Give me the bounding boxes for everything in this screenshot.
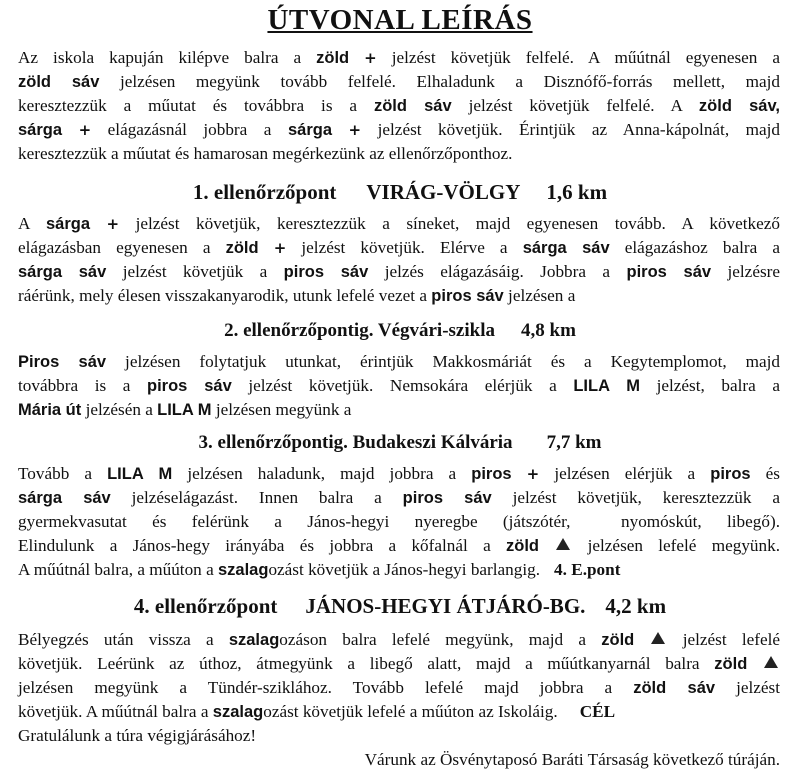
page-title: ÚTVONAL LEÍRÁS: [267, 4, 533, 36]
plus-sign-icon: +: [78, 121, 92, 139]
text-line: sárga sáv jelzéselágazást. Innen balra a piros sáv jelzést követjük, keresztezzük a: [18, 488, 780, 507]
text-line: követjük. A műútnál balra a szalagozást követjük lefelé a műúton az Iskoláig. CÉL: [18, 702, 616, 721]
plus-sign-icon: +: [273, 239, 287, 257]
text-line: keresztezzük a műutat és hamarosan megérkezünk az ellenőrzőponthoz.: [18, 144, 513, 163]
section-3-paragraph: [18, 462, 780, 582]
triangle-icon: [556, 538, 570, 550]
plus-sign-icon: +: [348, 121, 362, 139]
intro-paragraph: [18, 46, 780, 166]
section-1-paragraph: [18, 212, 780, 308]
text-line: sárga + elágazásnál jobbra a sárga + jelzést követjük. Érintjük az Anna-kápolnát, majd: [18, 120, 781, 139]
text-line: A sárga + jelzést követjük, keresztezzük a síneket, majd egyenesen tovább. A következő: [18, 214, 780, 233]
text-line: továbbra is a piros sáv jelzést követjük. Nemsokára elérjük a LILA M jelzést, balra a: [18, 376, 780, 395]
checkpoint-2-heading: 2. ellenőrzőpontig. Végvári-szikla 4,8 km: [224, 320, 576, 341]
checkpoint-4-heading: 4. ellenőrzőpont JÁNOS-HEGYI ÁTJÁRÓ-BG. 4,2 km: [133, 594, 667, 618]
text-line: Bélyegzés után vissza a szalagozáson balra lefelé megyünk, majd a zöld jelzést lefelé: [18, 630, 781, 649]
text-line: Az iskola kapuján kilépve balra a zöld + jelzést követjük felfelé. A műútnál egyenesen a: [18, 48, 781, 67]
text-line: elágazásban egyenesen a zöld + jelzést követjük. Elérve a sárga sáv elágazáshoz balra a: [18, 238, 780, 257]
text-line: Elindulunk a János-hegy irányába és jobbra a kőfalnál a zöld jelzésen lefelé megyünk.: [18, 536, 781, 555]
checkpoint-3-heading: 3. ellenőrzőpontig. Budakeszi Kálvária 7,7 km: [198, 432, 602, 453]
closing-section: [18, 724, 780, 772]
plus-sign-icon: +: [364, 49, 377, 67]
triangle-icon: [764, 656, 778, 668]
triangle-icon: [651, 632, 665, 644]
text-line: zöld sáv jelzésen megyünk tovább felfelé. Elhaladunk a Disznófő-forrás mellett, majd: [18, 72, 780, 91]
congratulations-text: Gratulálunk a túra végigjárásához!: [18, 726, 257, 745]
checkpoint-1-heading: 1. ellenőrzőpont VIRÁG-VÖLGY 1,6 km: [192, 180, 608, 204]
invitation-text: Várunk az Ösvénytaposó Baráti Társaság következő túráján.: [364, 750, 780, 769]
text-line: A műútnál balra, a műúton a szalagozást követjük a János-hegyi barlangig. 4. E.pont: [18, 560, 621, 579]
text-line: követjük. Leérünk az úthoz, átmegyünk a libegő alatt, majd a műútkanyarnál balra zöld: [18, 652, 780, 676]
text-line: Tovább a LILA M jelzésen haladunk, majd jobbra a piros + jelzésen elérjük a piros és: [18, 464, 780, 483]
section-4-paragraph: [18, 628, 780, 724]
text-line: sárga sáv jelzést követjük a piros sáv jelzés elágazásáig. Jobbra a piros sáv jelzésre: [18, 262, 780, 281]
text-line: ráérünk, mely élesen visszakanyarodik, utunk lefelé vezet a piros sáv jelzésen a: [18, 286, 576, 305]
plus-sign-icon: +: [106, 215, 120, 233]
section-2-paragraph: [18, 350, 780, 422]
text-line: gyermekvasutat és felérünk a János-hegyi nyeregbe (játszótér, nyomóskút, libegő).: [18, 512, 780, 531]
text-line: keresztezzük a műutat és továbbra is a zöld sáv jelzést követjük felfelé. A zöld sáv,: [18, 96, 780, 115]
plus-sign-icon: +: [526, 465, 540, 483]
text-line: Piros sáv jelzésen folytatjuk utunkat, érintjük Makkosmáriát és a Kegytemplomot, majd: [18, 352, 780, 371]
text-line: Mária út jelzésén a LILA M jelzésen megyünk a: [18, 400, 352, 419]
text-line: jelzésen megyünk a Tündér-sziklához. Tovább lefelé majd jobbra a zöld sáv jelzést: [18, 678, 780, 697]
